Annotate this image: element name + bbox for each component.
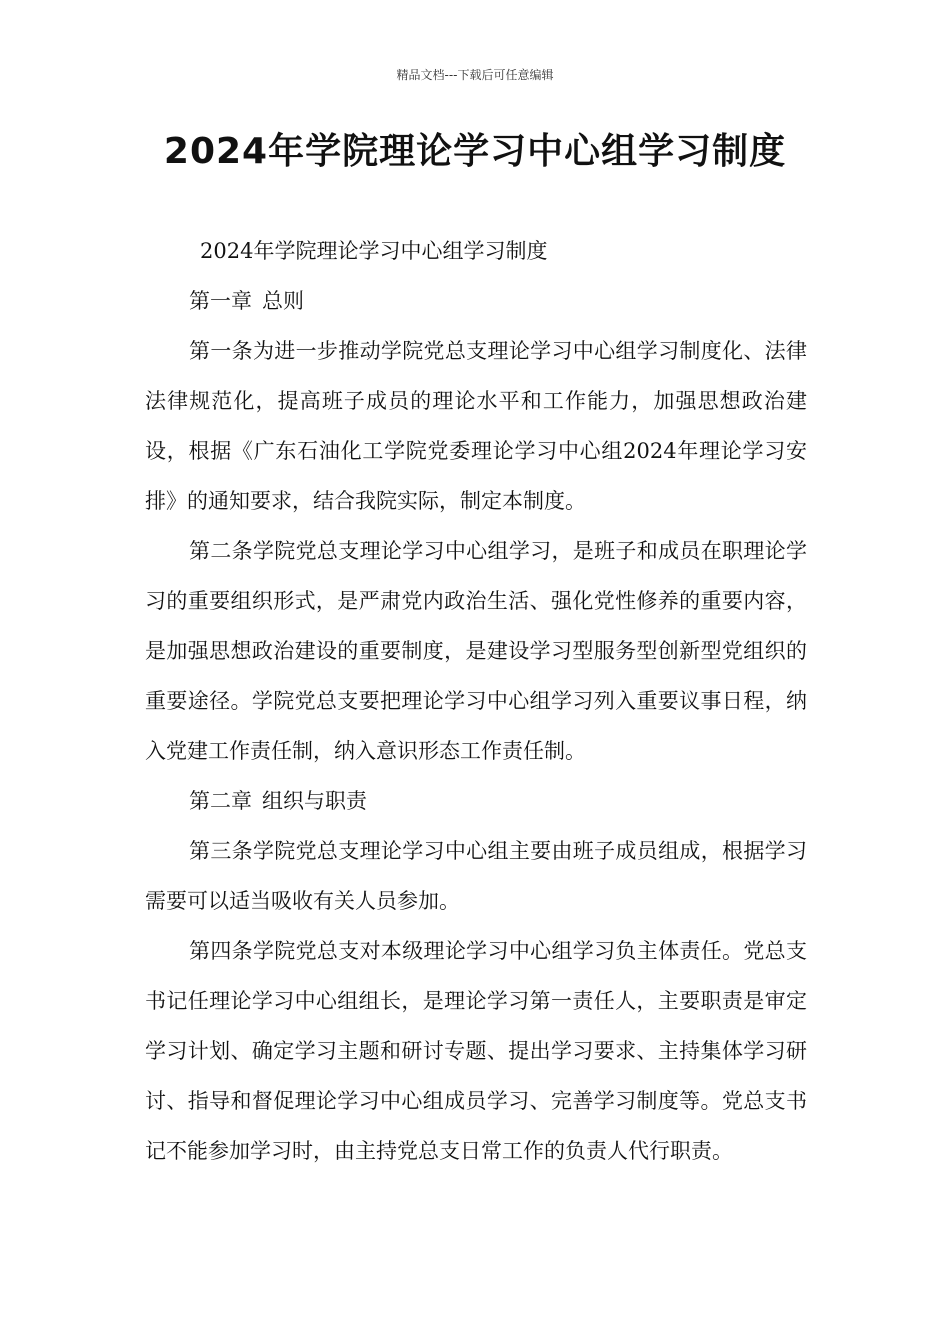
- chapter-name: 组织与职责: [262, 789, 367, 813]
- chapter-heading-2: [145, 776, 807, 826]
- header-note: 精品文档---下载后可任意编辑: [396, 68, 554, 82]
- article-paragraph-2: 第二条学院党总支理论学习中心组学习，是班子和成员在职理论学习的重要组织形式，是严肃党内政治生活、强化党性修养的重要内容，是加强思想政治建设的重要制度，是建设学习型服务型创新型党组织的重要途径。学院党总支要把理论学习中心组学习列入重要议事日程，纳入党建工作责任制，纳入意识形态工作责任制。: [145, 539, 807, 763]
- article-paragraph-1: 第一条为进一步推动学院党总支理论学习中心组学习制度化、法律法律规范化，提高班子成员的理论水平和工作能力，加强思想政治建设，根据《广东石油化工学院党委理论学习中心组2024年理论学习安排》的通知要求，结合我院实际，制定本制度。: [145, 339, 807, 513]
- article-paragraph-4: 第四条学院党总支对本级理论学习中心组学习负主体责任。党总支书记任理论学习中心组组长，是理论学习第一责任人，主要职责是审定学习计划、确定学习主题和研讨专题、提出学习要求、主持集体学习研讨、指导和督促理论学习中心组成员学习、完善学习制度等。党总支书记不能参加学习时，由主持党总支日常工作的负责人代行职责。: [145, 939, 807, 1163]
- body-subtitle: 2024年学院理论学习中心组学习制度: [200, 239, 548, 263]
- chapter-name: 总则: [262, 289, 304, 313]
- chapter-number: 第二章: [189, 789, 252, 813]
- document-title: 2024年学院理论学习中心组学习制度: [163, 131, 787, 172]
- article-paragraph-3: 第三条学院党总支理论学习中心组主要由班子成员组成，根据学习需要可以适当吸收有关人员参加。: [145, 839, 807, 913]
- document-body: [145, 226, 807, 1176]
- chapter-heading-1: [145, 276, 807, 326]
- chapter-number: 第一章: [189, 289, 252, 313]
